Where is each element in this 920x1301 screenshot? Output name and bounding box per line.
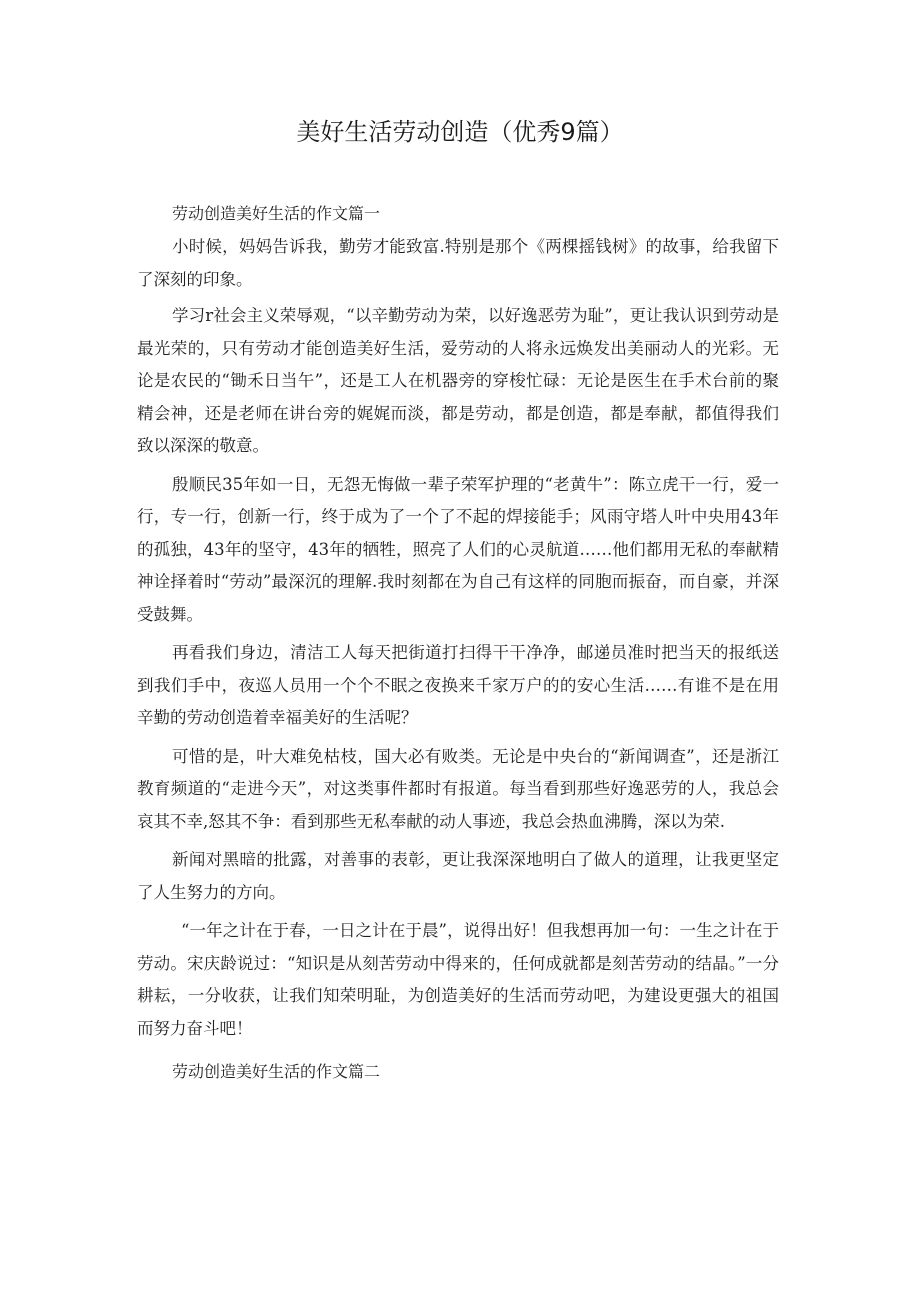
document-title: 美好生活劳动创造（优秀9篇） (296, 118, 624, 146)
paragraph-3: 殷顺民35年如一日，无怨无悔做一辈子荣军护理的“老黄牛”：陈立虎干一行，爱一行，专一行，创新一行，终于成为了一个了不起的焊接能手；风雨守塔人叶中央用43年的孤独，43年的坚守，43年的牺牲，照亮了人们的心灵航道……他们都用无私的奉献精神诠择着时“劳动”最深沉的理解.我时刻都在为自己有这样的同胞而振奋，而自豪，并深受鼓舞。 (137, 474, 779, 624)
paragraph-4: 再看我们身边，清洁工人每天把街道打扫得干干净净，邮递员准时把当天的报纸送到我们手中，夜巡人员用一个个不眠之夜换来千家万户的的安心生活……有谁不是在用辛勤的劳动创造着幸福美好的生活呢？ (137, 643, 779, 727)
section-heading-1: 劳动创造美好生活的作文篇一 (172, 204, 381, 223)
section-heading-2: 劳动创造美好生活的作文篇二 (172, 1062, 381, 1081)
paragraph-1: 小时候，妈妈告诉我，勤劳才能致富.特别是那个《两棵摇钱树》的故事，给我留下了深刻的印象。 (137, 237, 779, 289)
document-body (137, 197, 779, 1089)
paragraph-5: 可惜的是，叶大难免枯枝，国大必有败类。无论是中央台的“新闻调查”，还是浙江教育频道的“走进今天”，对这类事件都时有报道。每当看到那些好逸恶劳的人，我总会哀其不幸,怒其不争：看到那些无私奉献的动人事迹，我总会热血沸腾，深以为荣. (137, 746, 779, 831)
paragraph-7: “一年之计在于春，一日之计在于晨”，说得出好！但我想再加一句：一生之计在于劳动。宋庆龄说过：“知识是从刻苦劳动中得来的，任何成就都是刻苦劳动的结晶。”一分耕耘，一分收获，让我们知荣明耻，为创造美好的生活而劳动吧，为建设更强大的祖国而努力奋斗吧！ (137, 921, 779, 1038)
paragraph-6: 新闻对黑暗的批露，对善事的表彰，更让我深深地明白了做人的道理，让我更坚定了人生努力的方向。 (137, 850, 779, 902)
paragraph-2: 学习r社会主义荣辱观，“以辛勤劳动为荣，以好逸恶劳为耻”，更让我认识到劳动是最光荣的，只有劳动才能创造美好生活，爱劳动的人将永远焕发出美丽动人的光彩。无论是农民的“锄禾日当午”，还是工人在机器旁的穿梭忙碌：无论是医生在手术台前的聚精会神，还是老师在讲台旁的娓娓而淡，都是劳动，都是创造，都是奉献，都值得我们致以深深的敬意。 (137, 306, 779, 455)
